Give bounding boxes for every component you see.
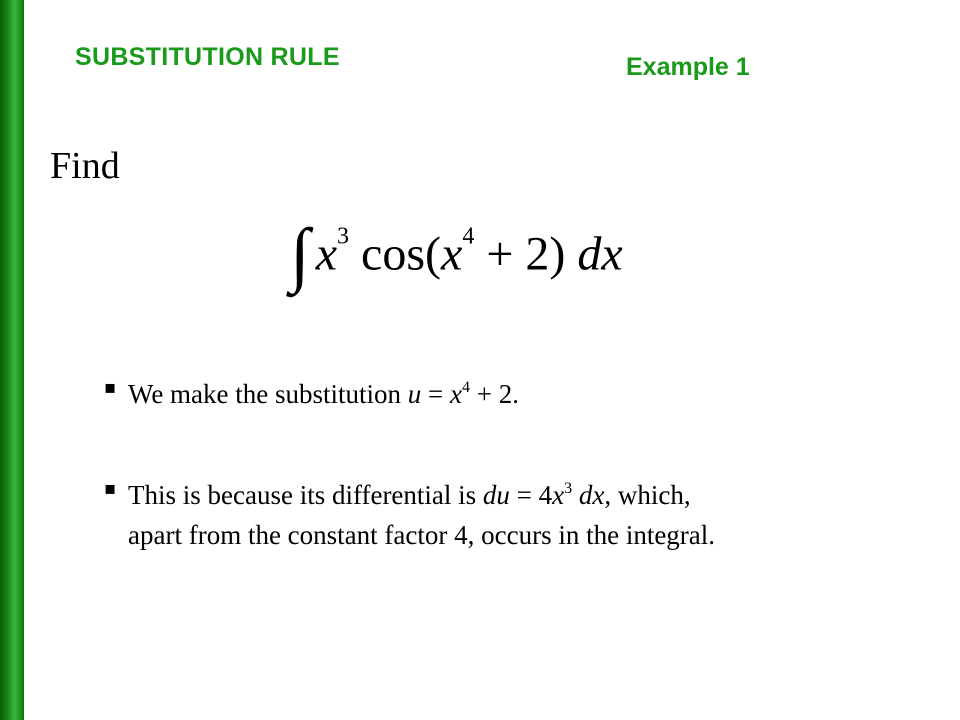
bullet-text: This is because its differential is du = $4x^3$ dx, which, bbox=[128, 480, 691, 510]
example-label: Example 1 bbox=[626, 53, 750, 81]
find-heading: Find bbox=[50, 145, 120, 187]
formula-cos: cos( bbox=[361, 227, 442, 281]
integral-sign: ∫ bbox=[290, 214, 310, 294]
bullet-text-line2: apart from the constant factor 4, occurs in the integral. bbox=[128, 520, 716, 550]
formula-x2: x bbox=[441, 227, 463, 281]
formula-exp2: 4 bbox=[462, 223, 475, 250]
slide-title: SUBSTITUTION RULE bbox=[75, 43, 340, 71]
formula-dx: dx bbox=[577, 227, 623, 281]
formula-x: x bbox=[315, 227, 338, 281]
integral-formula bbox=[290, 214, 623, 294]
formula-rest: + 2) bbox=[474, 227, 566, 281]
sidebar-stripe bbox=[0, 0, 24, 720]
bullet-marker: ▪ bbox=[104, 377, 117, 398]
bullet-marker: ▪ bbox=[104, 478, 117, 499]
formula-exp1: 3 bbox=[337, 223, 350, 250]
bullet-text: We make the substitution $u = x^4 + 2$. bbox=[128, 379, 519, 409]
